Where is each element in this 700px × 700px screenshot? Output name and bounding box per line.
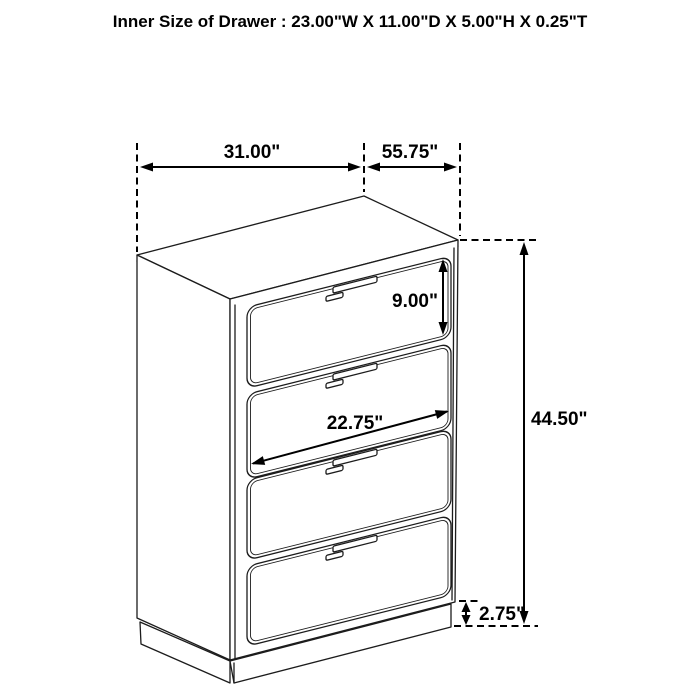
label-top-depth: 55.75" [381, 142, 439, 163]
label-overall-height: 44.50" [531, 409, 588, 430]
label-drawer-height: 9.00" [392, 291, 438, 312]
label-top-width: 31.00" [223, 142, 281, 163]
inner-drawer-size-title: Inner Size of Drawer : 23.00"W X 11.00"D X 5.00"H X 0.25"T [112, 12, 588, 31]
chest-left-panel [137, 255, 230, 660]
label-drawer-width: 22.75" [326, 413, 384, 434]
drawer-fronts [247, 256, 451, 646]
label-base-height: 2.75" [479, 604, 525, 625]
